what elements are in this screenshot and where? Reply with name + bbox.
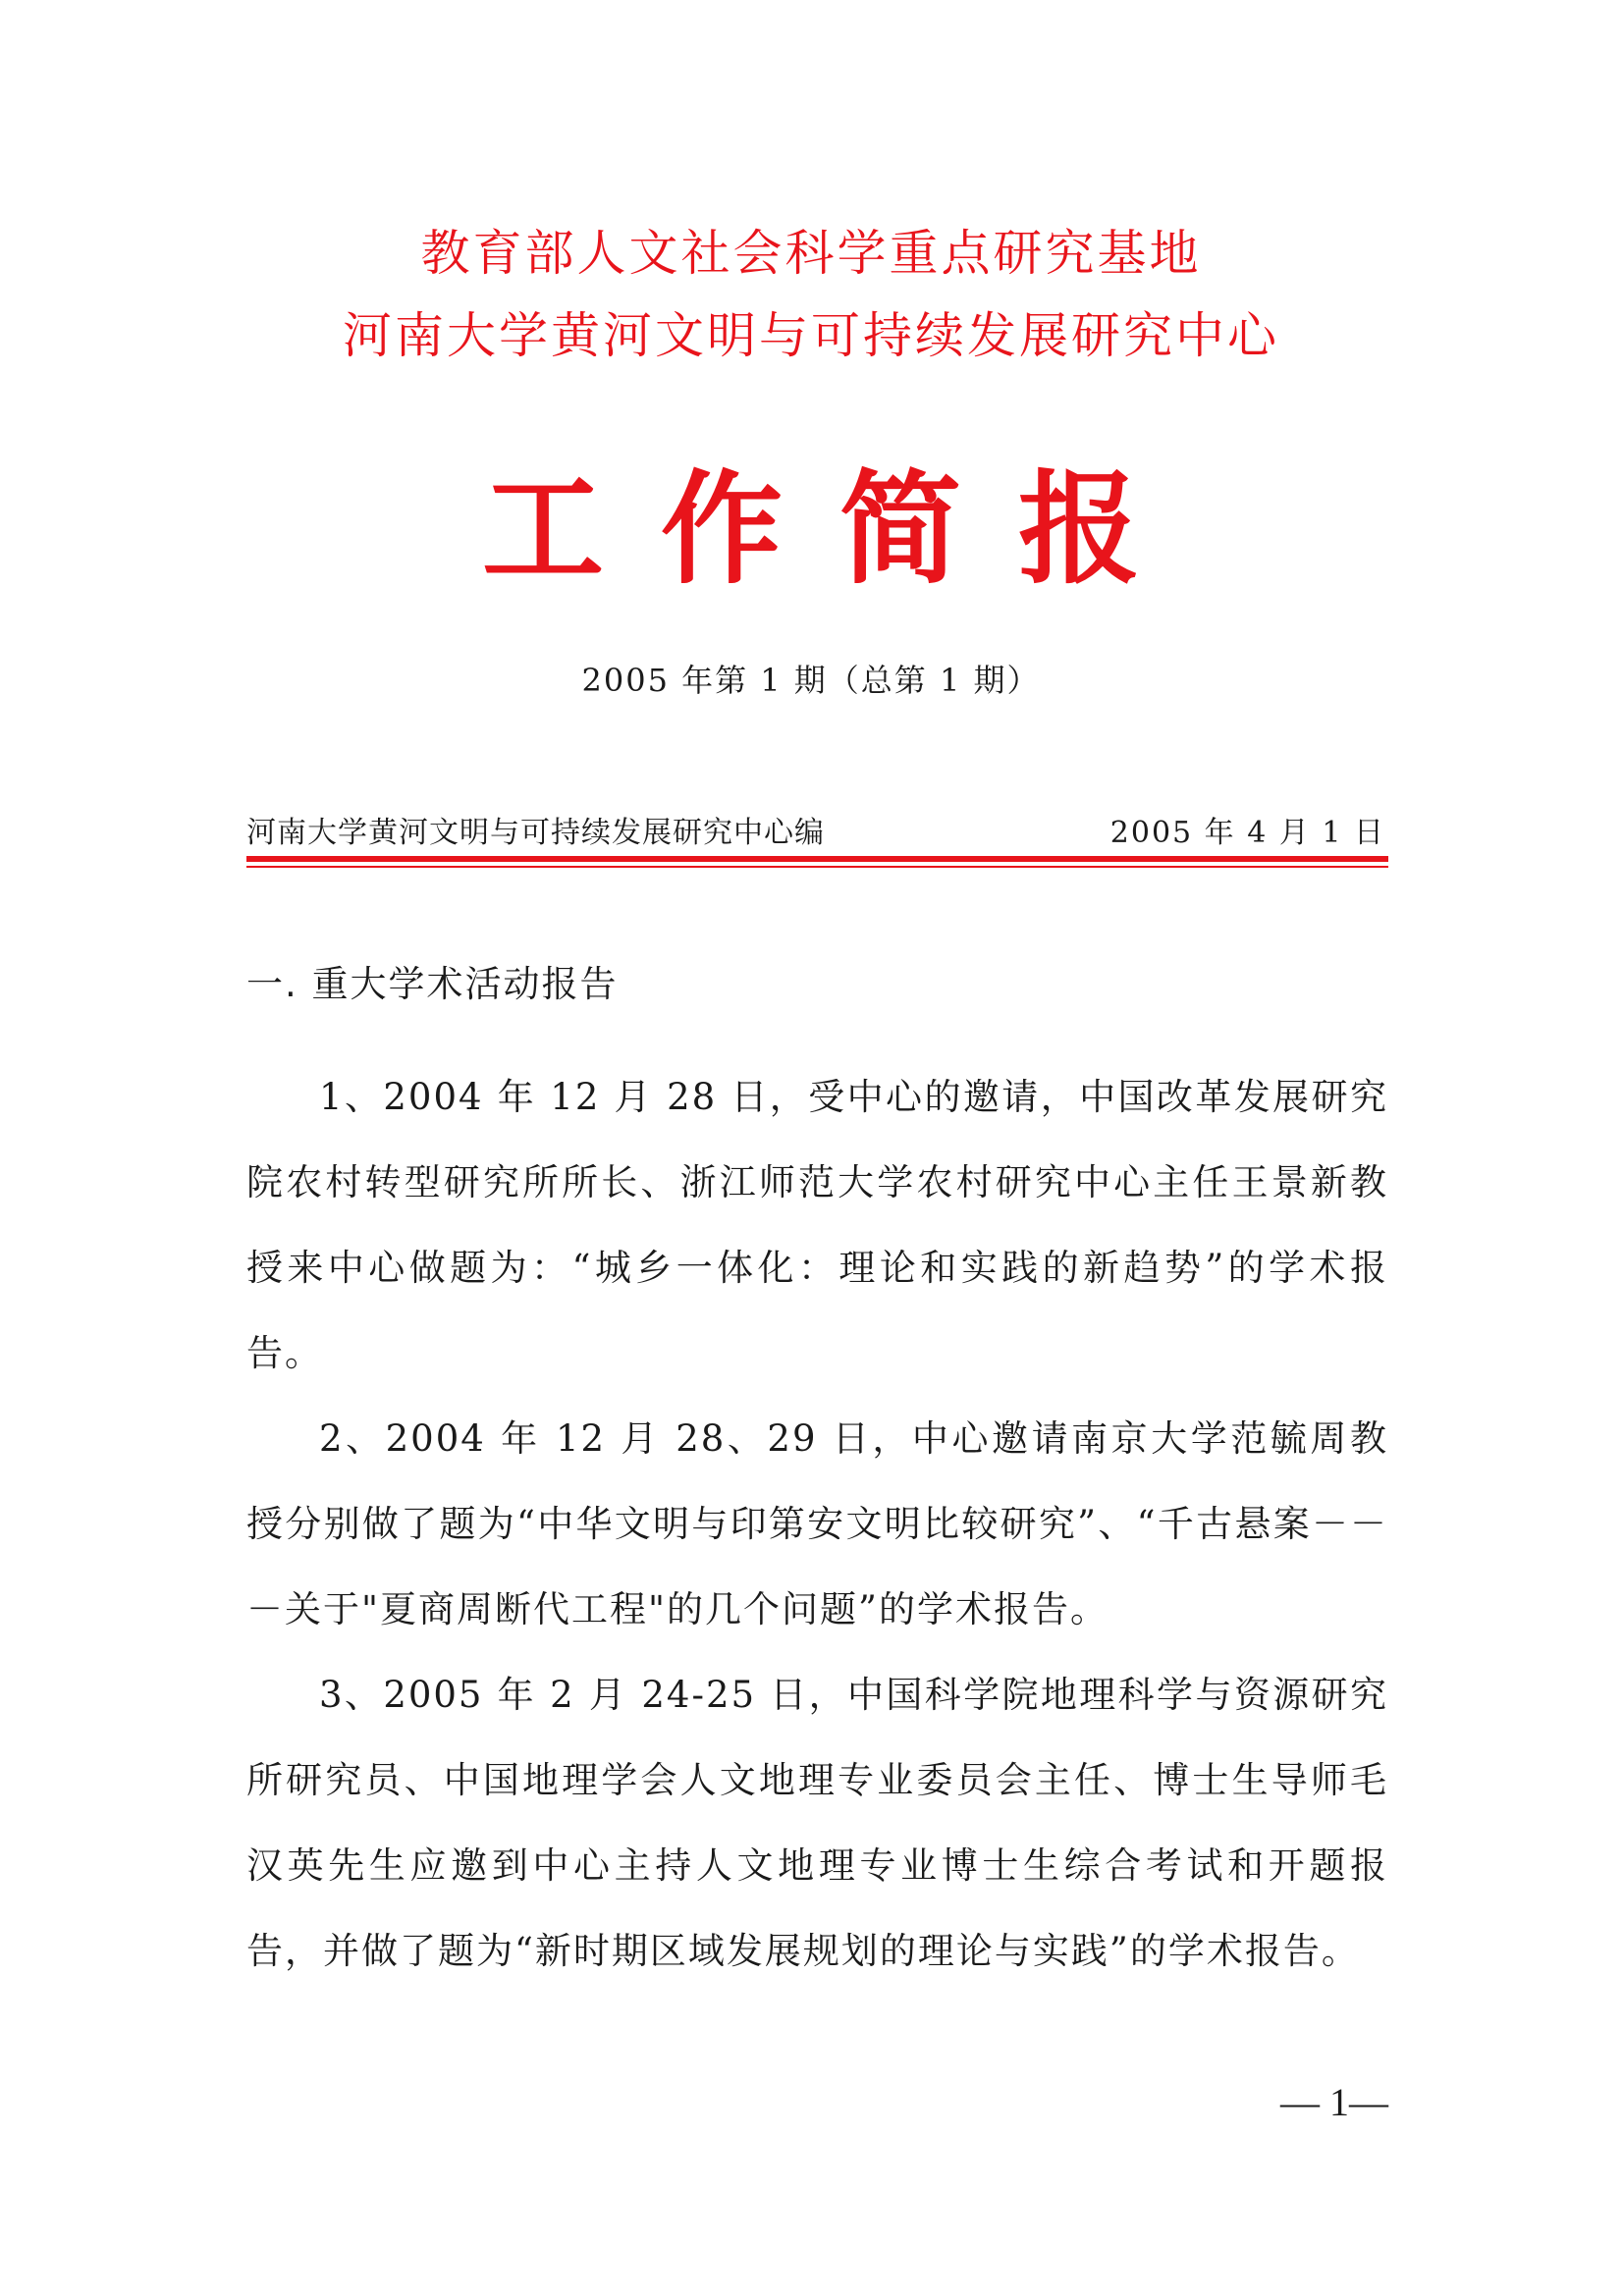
paragraph-1: 1、2004 年 12 月 28 日，受中心的邀请，中国改革发展研究院农村转型研究所所长、浙江师范大学农村研究中心主任王景新教授来中心做题为：“城乡一体化：理论和实践的新趋势”的学术报告。 [246,1076,1388,1374]
bulletin-title: 工作简报 [481,459,1197,601]
issue-number: 2005 年第 1 期（总第 1 期） [581,662,1041,699]
section-heading: 一. 重大学术活动报告 [246,963,619,1005]
institution-line-2: 河南大学黄河文明与可持续发展研究中心 [343,307,1279,364]
paragraph-2: 2、2004 年 12 月 28、29 日，中心邀请南京大学范毓周教授分别做了题为“中华文明与印第安文明比较研究”、“千古悬案－－－关于"夏商周断代工程"的几个问题”的学术报告。 [246,1417,1388,1630]
page-number: — 1— [1280,2080,1388,2124]
publish-date: 2005 年 4 月 1 日 [1109,816,1385,850]
header-rule-thin [246,866,1388,868]
institution-line-1: 教育部人文社会科学重点研究基地 [420,225,1202,282]
byline [246,808,1385,851]
section-body [246,1054,1388,1994]
paragraph-3: 3、2005 年 2 月 24-25 日，中国科学院地理科学与资源研究所研究员、中国地理学会人文地理专业委员会主任、博士生导师毛汉英先生应邀到中心主持人文地理专业博士生综合考试和开题报告，并做了题为“新时期区域发展规划的理论与实践”的学术报告。 [246,1674,1388,1972]
editor-name: 河南大学黄河文明与可持续发展研究中心编 [246,816,825,850]
header-rule-thick [246,856,1388,862]
